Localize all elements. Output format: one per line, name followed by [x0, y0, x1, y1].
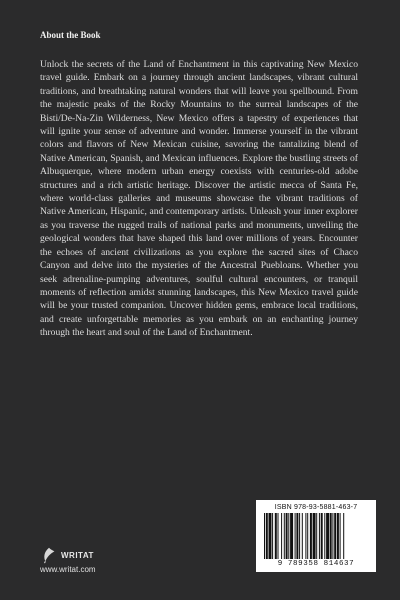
publisher-url: www.writat.com — [40, 565, 96, 574]
barcode-bars — [264, 513, 370, 559]
publisher-logo — [40, 546, 150, 564]
publisher-block — [40, 546, 150, 574]
quill-logo-icon — [40, 546, 58, 564]
book-blurb: Unlock the secrets of the Land of Enchantment in this captivating New Mexico travel guide. Embark on a journey through ancient landscapes, vibrant cultural traditions, and breathtaking natural wonders that will leave you spellbound. From the majestic peaks of the Rocky Mountains to the surreal landscapes of the Bisti/De-Na-Zin Wilderness, New Mexico offers a tapestry of experiences that will ignite your sense of adventure and wonder. Immerse yourself in the vibrant colors and flavors of New Mexican cuisine, savoring the tantalizing blend of Native American, Spanish, and Mexican influences. Explore the bustling streets of Albuquerque, where modern urban energy coexists with centuries-old adobe structures and a rich artistic heritage. Discover the artistic mecca of Santa Fe, where world-class galleries and museums showcase the vibrant traditions of Native American, Hispanic, and contemporary artists. Unleash your inner explorer as you traverse the rugged trails of national parks and monuments, unveiling the geological wonders that have shaped this land over millions of years. Encounter the echoes of ancient civilizations as you explore the sacred sites of Chaco Canyon and delve into the mysteries of the Ancestral Puebloans. Whether you seek adrenaline-pumping adventures, soulful cultural encounters, or tranquil moments of reflection amidst stunning landscapes, this New Mexico travel guide will be your trusted companion. Uncover hidden gems, embrace local traditions, and create unforgettable memories as you embark on an enchanting journey through the heart and soul of the Land of Enchantment. — [40, 59, 358, 339]
publisher-name: WRITAT — [61, 550, 94, 560]
isbn-label: ISBN 978-93-5881-463-7 — [274, 504, 358, 511]
about-heading: About the Book — [40, 30, 101, 40]
barcode-digits: 9 789358 814637 — [277, 560, 355, 568]
isbn-barcode — [256, 500, 376, 572]
